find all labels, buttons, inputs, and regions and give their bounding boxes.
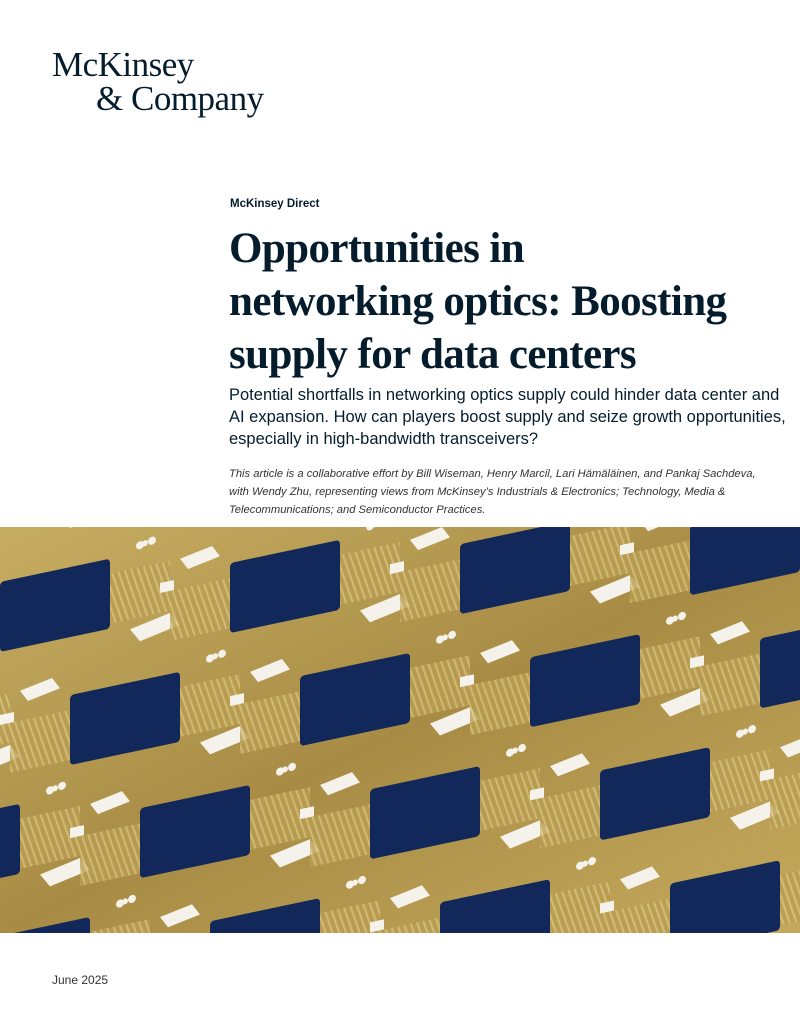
title-line: networking optics: Boosting — [229, 278, 727, 325]
title-line: supply for data centers — [229, 331, 637, 378]
mckinsey-logo — [52, 45, 264, 118]
logo-line-2: & Company — [96, 79, 264, 118]
series-label: McKinsey Direct — [230, 198, 320, 210]
byline-line: with Wendy Zhu, representing views from McKinsey’s Industrials & Electronics; Technology, Media & — [229, 486, 726, 498]
circuit-board-illustration — [0, 527, 800, 933]
article-title — [229, 222, 789, 381]
byline-line: This article is a collaborative effort by Bill Wiseman, Henry Marcil, Lari Hämäläinen, and Pankaj Sachdeva, — [229, 468, 756, 480]
logo-line-1: McKinsey — [52, 45, 194, 84]
author-byline — [229, 465, 789, 519]
article-subtitle — [229, 384, 789, 450]
publication-date: June 2025 — [52, 973, 109, 987]
hero-image — [0, 527, 800, 933]
subtitle-line: AI expansion. How can players boost supply and seize growth opportunities, — [229, 408, 786, 426]
byline-line: Telecommunications; and Semiconductor Practices. — [229, 504, 486, 516]
subtitle-line: Potential shortfalls in networking optics supply could hinder data center and — [229, 386, 780, 404]
title-line: Opportunities in — [229, 225, 525, 272]
subtitle-line: especially in high-bandwidth transceivers? — [229, 430, 539, 448]
